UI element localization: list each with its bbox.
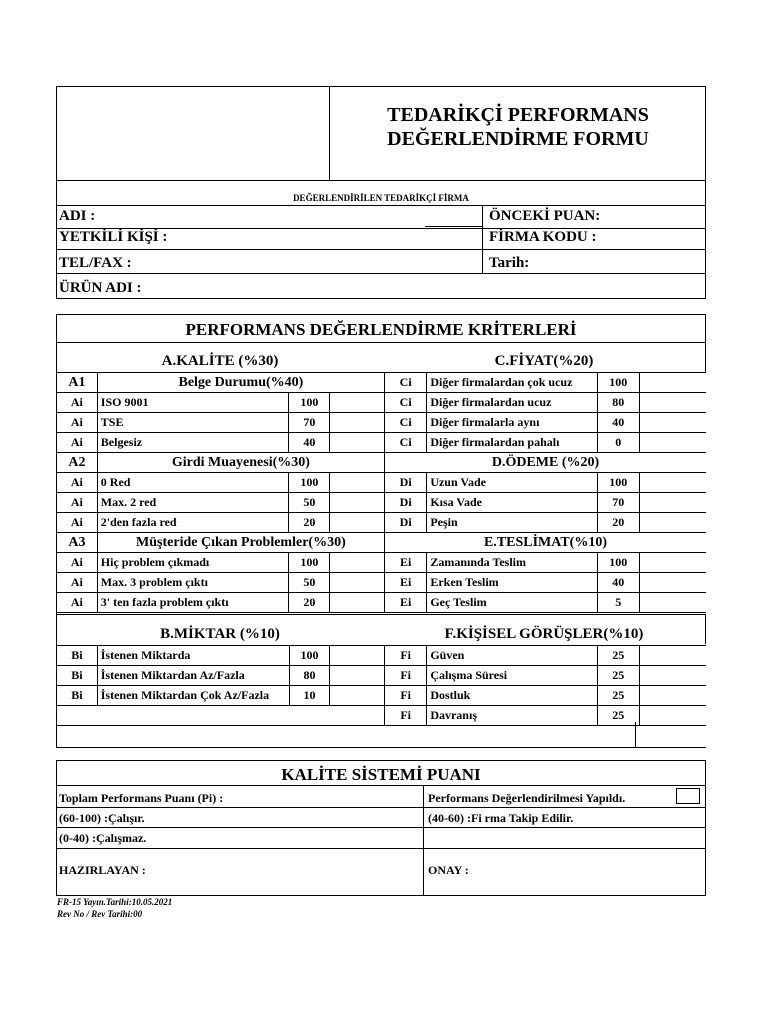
quality-title: A.KALİTE (%30) <box>161 353 279 369</box>
row-label: Diğer firmalarla aynı <box>427 413 597 433</box>
row-points: 20 <box>289 513 330 533</box>
footer-form-code: FR-15 Yayın.Tarihi:10.05.2021 <box>57 897 173 907</box>
personal-opinions-title: F.KİŞİSEL GÖRÜŞLER(%10) <box>444 626 644 642</box>
table-row <box>57 433 385 453</box>
row-code: Ei <box>385 573 427 593</box>
row-score-cell[interactable] <box>639 433 706 453</box>
criteria-total-cell[interactable] <box>636 722 705 748</box>
row-points: 50 <box>289 493 330 513</box>
row-code: Fi <box>385 706 427 726</box>
row-label: Hiç problem çıkmadı <box>97 553 289 573</box>
evaluation-done-label: Performans Değerlendirilmesi Yapıldı. <box>428 791 626 805</box>
table-row <box>57 553 385 573</box>
row-points: 20 <box>289 593 330 613</box>
table-row <box>57 646 385 666</box>
row-label: 0 Red <box>97 473 289 493</box>
prepared-by-label: HAZIRLAYAN : <box>59 863 146 877</box>
row-score-cell[interactable] <box>330 393 385 413</box>
row-score-cell[interactable] <box>330 513 385 533</box>
row-score-cell[interactable] <box>639 513 706 533</box>
table-row <box>57 413 385 433</box>
row-code: Ai <box>57 473 98 493</box>
table-row <box>57 593 385 613</box>
table-row <box>385 413 707 433</box>
total-performance-label: Toplam Performans Puanı (Pi) : <box>59 791 224 805</box>
row-code: Ai <box>57 393 98 413</box>
row-score-cell[interactable] <box>330 493 385 513</box>
approval-label: ONAY : <box>428 863 469 877</box>
row-points: 40 <box>597 573 639 593</box>
row-label: Max. 3 problem çıktı <box>97 573 289 593</box>
row-points: 70 <box>597 493 639 513</box>
row-score-cell[interactable] <box>330 646 385 666</box>
row-points: 80 <box>289 666 330 686</box>
row-points: 100 <box>597 553 639 573</box>
row-score-cell[interactable] <box>330 686 385 706</box>
row-score-cell[interactable] <box>639 473 706 493</box>
row-label: Diğer firmalardan ucuz <box>427 393 597 413</box>
a3-title: Müşteride Çıkan Problemler(%30) <box>97 533 384 553</box>
row-code: Di <box>385 493 427 513</box>
product-name-label: ÜRÜN ADI : <box>59 280 142 296</box>
a2-title: Girdi Muayenesi(%30) <box>97 453 384 473</box>
delivery-title: E.TESLİMAT(%10) <box>385 533 707 553</box>
row-code: Fi <box>385 686 427 706</box>
row-code: Bi <box>57 646 98 666</box>
row-score-cell[interactable] <box>639 393 706 413</box>
table-row <box>385 573 707 593</box>
empty-row <box>57 706 385 726</box>
row-label: Belgesiz <box>97 433 289 453</box>
row-label: Uzun Vade <box>427 473 597 493</box>
form-title-line1: TEDARİKÇİ PERFORMANS <box>387 104 649 126</box>
row-score-cell[interactable] <box>330 666 385 686</box>
row-label: İstenen Miktardan Az/Fazla <box>97 666 289 686</box>
row-points: 10 <box>289 686 330 706</box>
payment-title: D.ÖDEME (%20) <box>385 453 707 473</box>
logo-area <box>56 86 330 181</box>
row-label: Davranış <box>427 706 597 726</box>
row-label: 2'den fazla red <box>97 513 289 533</box>
table-row <box>57 493 385 513</box>
row-label: Max. 2 red <box>97 493 289 513</box>
table-row <box>57 686 385 706</box>
a1-title: Belge Durumu(%40) <box>97 373 384 393</box>
row-code: Ai <box>57 433 98 453</box>
supplier-section-label: DEĞERLENDİRİLEN TEDARİKÇİ FİRMA <box>293 193 469 203</box>
row-score-cell[interactable] <box>639 646 706 666</box>
row-score-cell[interactable] <box>639 573 706 593</box>
table-row <box>57 393 385 413</box>
row-score-cell[interactable] <box>639 553 706 573</box>
row-points: 5 <box>597 593 639 613</box>
row-code: Ai <box>57 493 98 513</box>
evaluation-done-checkbox[interactable] <box>676 788 700 804</box>
row-label: 3' ten fazla problem çıktı <box>97 593 289 613</box>
row-points: 40 <box>289 433 330 453</box>
row-points: 70 <box>289 413 330 433</box>
table-row <box>385 433 707 453</box>
range-mid-label: (40-60) :Fi rma Takip Edilir. <box>428 811 574 825</box>
row-points: 100 <box>597 373 639 393</box>
row-label: İstenen Miktarda <box>97 646 289 666</box>
quality-system-title: KALİTE SİSTEMİ PUANI <box>281 765 481 784</box>
range-low-label: (0-40) :Çalışmaz. <box>59 831 147 845</box>
table-row <box>385 513 707 533</box>
row-score-cell[interactable] <box>639 493 706 513</box>
row-code: Ai <box>57 513 98 533</box>
table-row <box>385 686 707 706</box>
row-points: 25 <box>597 706 639 726</box>
table-row <box>57 513 385 533</box>
row-code: Ci <box>385 393 427 413</box>
row-label: Peşin <box>427 513 597 533</box>
row-score-cell[interactable] <box>330 573 385 593</box>
row-points: 0 <box>597 433 639 453</box>
contact-person-label: YETKİLİ KİŞİ : <box>59 229 168 245</box>
row-label: ISO 9001 <box>97 393 289 413</box>
row-code: Ci <box>385 413 427 433</box>
row-score-cell[interactable] <box>330 553 385 573</box>
row-points: 40 <box>597 413 639 433</box>
row-code: Fi <box>385 646 427 666</box>
row-points: 50 <box>289 573 330 593</box>
row-points: 25 <box>597 686 639 706</box>
row-label: Dostluk <box>427 686 597 706</box>
row-score-cell[interactable] <box>330 413 385 433</box>
company-code-label: FİRMA KODU : <box>489 229 597 245</box>
table-row <box>57 473 385 493</box>
table-row <box>57 666 385 686</box>
row-code: Ei <box>385 593 427 613</box>
row-points: 100 <box>289 646 330 666</box>
table-row <box>385 473 707 493</box>
footer-revision: Rev No / Rev Tarihi:00 <box>57 909 143 919</box>
row-points: 80 <box>597 393 639 413</box>
row-label: TSE <box>97 413 289 433</box>
table-row <box>385 593 707 613</box>
row-label: Çalışma Süresi <box>427 666 597 686</box>
row-code: Ai <box>57 593 98 613</box>
a2-code: A2 <box>57 453 98 473</box>
row-code: Fi <box>385 666 427 686</box>
table-row <box>385 373 707 393</box>
row-code: Di <box>385 473 427 493</box>
quantity-table <box>56 645 385 726</box>
row-score-cell[interactable] <box>330 473 385 493</box>
table-row <box>385 666 707 686</box>
row-code: Bi <box>57 686 98 706</box>
quantity-title: B.MİKTAR (%10) <box>160 626 280 642</box>
row-points: 100 <box>597 473 639 493</box>
row-score-cell[interactable] <box>639 373 706 393</box>
price-payment-delivery-table <box>384 372 706 613</box>
row-label: Geç Teslim <box>427 593 597 613</box>
table-row <box>385 493 707 513</box>
row-points: 25 <box>597 666 639 686</box>
row-label: Kısa Vade <box>427 493 597 513</box>
form-title-line2: DEĞERLENDİRME FORMU <box>387 128 649 150</box>
row-code: Ai <box>57 553 98 573</box>
row-points: 25 <box>597 646 639 666</box>
row-points: 100 <box>289 393 330 413</box>
row-label: Erken Teslim <box>427 573 597 593</box>
table-row <box>385 393 707 413</box>
previous-score-label: ÖNCEKİ PUAN: <box>489 208 601 224</box>
row-label: Diğer firmalardan pahalı <box>427 433 597 453</box>
date-label: Tarih: <box>489 255 530 271</box>
row-code: Bi <box>57 666 98 686</box>
row-code: Ai <box>57 573 98 593</box>
row-score-cell[interactable] <box>330 593 385 613</box>
row-score-cell[interactable] <box>330 433 385 453</box>
row-score-cell[interactable] <box>639 666 706 686</box>
quality-table <box>56 372 385 613</box>
row-code: Ci <box>385 373 427 393</box>
table-row <box>57 573 385 593</box>
name-label: ADI : <box>59 208 96 224</box>
row-label: Diğer firmalardan çok ucuz <box>427 373 597 393</box>
row-score-cell[interactable] <box>639 413 706 433</box>
range-high-label: (60-100) :Çalışır. <box>59 811 145 825</box>
personal-opinions-table <box>384 645 706 726</box>
row-points: 100 <box>289 473 330 493</box>
row-code: Ci <box>385 433 427 453</box>
a1-code: A1 <box>57 373 98 393</box>
row-label: İstenen Miktardan Çok Az/Fazla <box>97 686 289 706</box>
a3-code: A3 <box>57 533 98 553</box>
row-code: Ai <box>57 413 98 433</box>
telfax-label: TEL/FAX : <box>59 255 132 271</box>
row-code: Ei <box>385 553 427 573</box>
table-row <box>385 553 707 573</box>
row-points: 100 <box>289 553 330 573</box>
row-points: 20 <box>597 513 639 533</box>
row-score-cell[interactable] <box>639 686 706 706</box>
table-row <box>385 646 707 666</box>
price-title: C.FİYAT(%20) <box>494 353 594 369</box>
row-score-cell[interactable] <box>639 593 706 613</box>
row-code: Di <box>385 513 427 533</box>
row-label: Güven <box>427 646 597 666</box>
row-label: Zamanında Teslim <box>427 553 597 573</box>
table-row <box>57 706 385 726</box>
criteria-title: PERFORMANS DEĞERLENDİRME KRİTERLERİ <box>185 320 577 339</box>
